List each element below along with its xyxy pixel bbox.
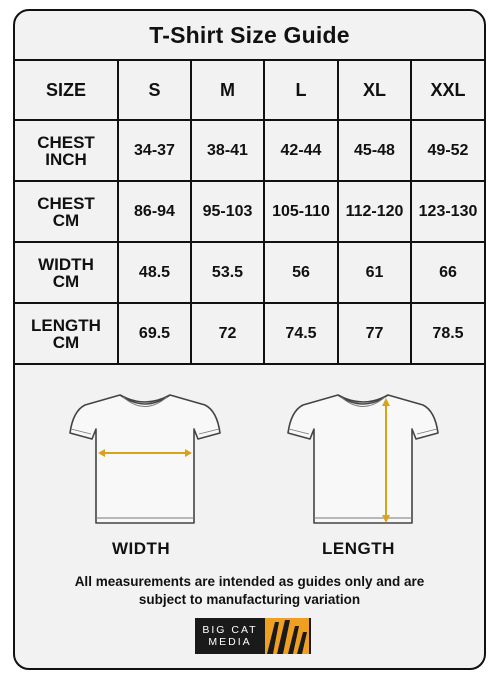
- table-row: [15, 303, 484, 364]
- table-cell: 48.5: [118, 242, 191, 303]
- table-cell: 95-103: [191, 181, 264, 242]
- table-cell: 56: [264, 242, 338, 303]
- table-cell: 86-94: [118, 181, 191, 242]
- table-row: [15, 242, 484, 303]
- table-header-cell: M: [191, 60, 264, 120]
- table-cell: 112-120: [338, 181, 411, 242]
- table-cell: 61: [338, 242, 411, 303]
- table-cell: 74.5: [264, 303, 338, 364]
- table-header-cell: L: [264, 60, 338, 120]
- row-label: CHEST INCH: [15, 120, 118, 181]
- tshirt-width-diagram: [67, 389, 223, 527]
- table-cell: 53.5: [191, 242, 264, 303]
- table-header-cell: SIZE: [15, 60, 118, 120]
- table-cell: 66: [411, 242, 484, 303]
- table-cell: 69.5: [118, 303, 191, 364]
- table-cell: 42-44: [264, 120, 338, 181]
- length-label: LENGTH: [322, 539, 395, 558]
- table-cell: 72: [191, 303, 264, 364]
- row-label: WIDTH CM: [15, 242, 118, 303]
- tshirt-length-diagram: [285, 389, 441, 527]
- size-table: [15, 59, 484, 365]
- table-header-cell: XXL: [411, 60, 484, 120]
- table-cell: 78.5: [411, 303, 484, 364]
- disclaimer-note: All measurements are intended as guides only and are subject to manufacturing variation: [74, 574, 425, 607]
- table-row: [15, 120, 484, 181]
- table-row: [15, 181, 484, 242]
- logo-wordmark: BIG CAT MEDIA: [202, 624, 258, 648]
- table-cell: 123-130: [411, 181, 484, 242]
- row-label: CHEST CM: [15, 181, 118, 242]
- table-cell: 105-110: [264, 181, 338, 242]
- big-cat-media-logo: [195, 618, 311, 654]
- table-header-cell: XL: [338, 60, 411, 120]
- table-header-row: [15, 60, 484, 120]
- size-guide-card: [13, 9, 486, 670]
- row-label: LENGTH CM: [15, 303, 118, 364]
- table-cell: 34-37: [118, 120, 191, 181]
- table-header-cell: S: [118, 60, 191, 120]
- table-cell: 38-41: [191, 120, 264, 181]
- table-cell: 77: [338, 303, 411, 364]
- measurement-illustrations: [15, 371, 484, 670]
- width-label: WIDTH: [112, 539, 171, 558]
- page-title: T-Shirt Size Guide: [149, 21, 350, 48]
- table-cell: 45-48: [338, 120, 411, 181]
- table-cell: 49-52: [411, 120, 484, 181]
- tiger-stripe-icon: [265, 618, 309, 654]
